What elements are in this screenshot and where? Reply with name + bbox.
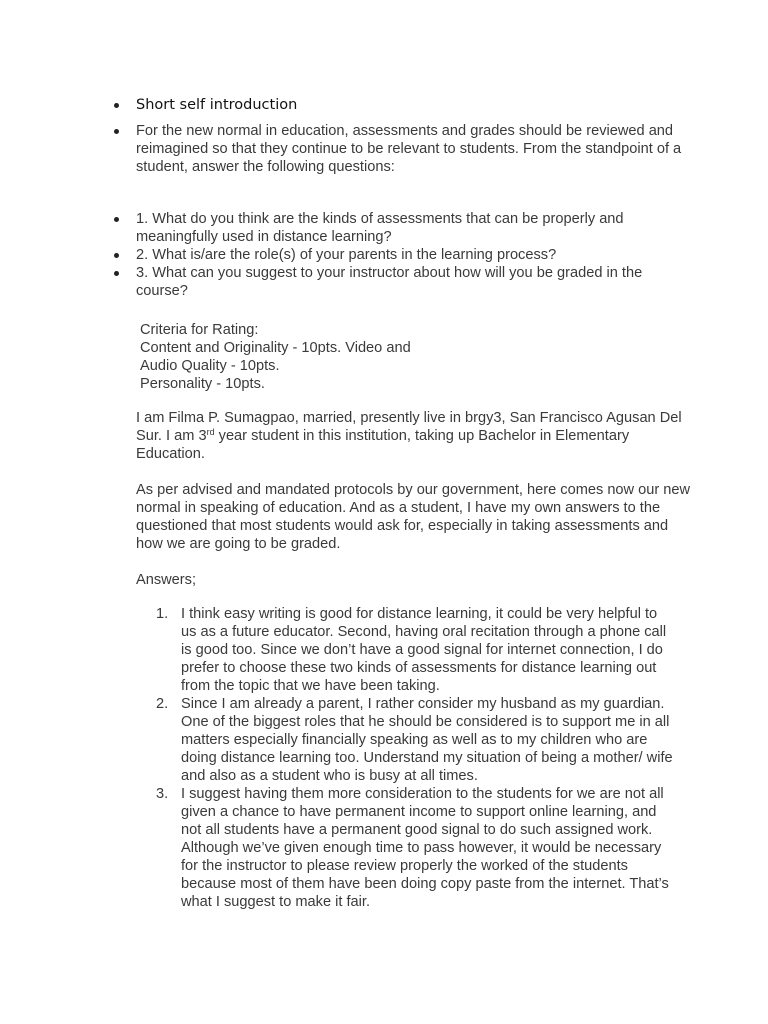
question-text: 3. What can you suggest to your instructor about how will you be graded in the course? [136,265,643,299]
criteria-line: Content and Originality - 10pts. Video and [140,340,411,356]
bullet-icon [114,217,119,222]
question-item [112,264,692,300]
answer-item [156,785,676,911]
answer-number: 2. [156,696,169,712]
question-text: 2. What is/are the role(s) of your parents in the learning process? [136,247,557,263]
answer-number: 1. [156,606,169,622]
criteria-line: Personality - 10pts. [140,376,265,392]
rating-criteria [140,321,560,393]
bullet-icon [114,271,119,276]
criteria-title: Criteria for Rating: [140,322,259,338]
new-normal-paragraph: As per advised and mandated protocols by our government, here comes now our new normal in speaking of education. And as a student, I have my own answers to the questioned that most students would ask for, especially in taking assessments and how we are going to be graded. [136,482,691,552]
intro-paragraph-text-end: year student in this institution, taking up Bachelor in Elementary Education. [136,428,630,462]
answer-text: I think easy writing is good for distance learning, it could be very helpful to us as a future educator. Second, having oral recitation through a phone call is good too. Since we don’t have a good signal for internet connection, I do prefer to choose these two kinds of assessments for distance learning out from the topic that we have been taking. [181,606,667,694]
instruction-bullets [112,96,692,176]
question-item [112,210,692,246]
answer-text: Since I am already a parent, I rather consider my husband as my guardian. One of the biggest roles that he should be considered is to support me in all matters especially financially speaking as well as to my children who are doing distance learning too. Understand my situation of being a mother/ wife and also as a student who is busy at all times. [181,696,673,784]
intro-bullet [112,122,692,176]
question-bullets [112,210,692,300]
answer-number: 3. [156,786,169,802]
answers-label: Answers; [136,572,197,588]
self-introduction-paragraph [136,409,696,463]
heading-bullet [112,96,692,114]
answer-item [156,605,676,695]
section-heading: Short self introduction [136,97,298,113]
answer-item [156,695,676,785]
answers-list [156,605,676,911]
answer-text: I suggest having them more consideration to the students for we are not all given a chance to have permanent income to support online learning, and not all students have a permanent good signal to do such assigned work. Although we’ve given enough time to pass however, it would be necessary for the instructor to please review properly the worked of the students because most of them have been doing copy paste from the internet. That’s what I suggest to make it fair. [181,786,669,910]
ordinal-suffix: rd [206,427,215,437]
bullet-icon [114,253,119,258]
bullet-icon [114,129,119,134]
intro-text: For the new normal in education, assessments and grades should be reviewed and reimagined so that they continue to be relevant to students. From the standpoint of a student, answer the following questions: [136,123,682,175]
criteria-line: Audio Quality - 10pts. [140,358,280,374]
bullet-icon [114,103,119,108]
question-text: 1. What do you think are the kinds of assessments that can be properly and meaningfully used in distance learning? [136,211,624,245]
intro-paragraph-text: I am Filma P. Sumagpao, married, presently live in brgy3, San Francisco Agusan Del Sur. I am 3 [136,410,682,444]
question-item [112,246,692,264]
